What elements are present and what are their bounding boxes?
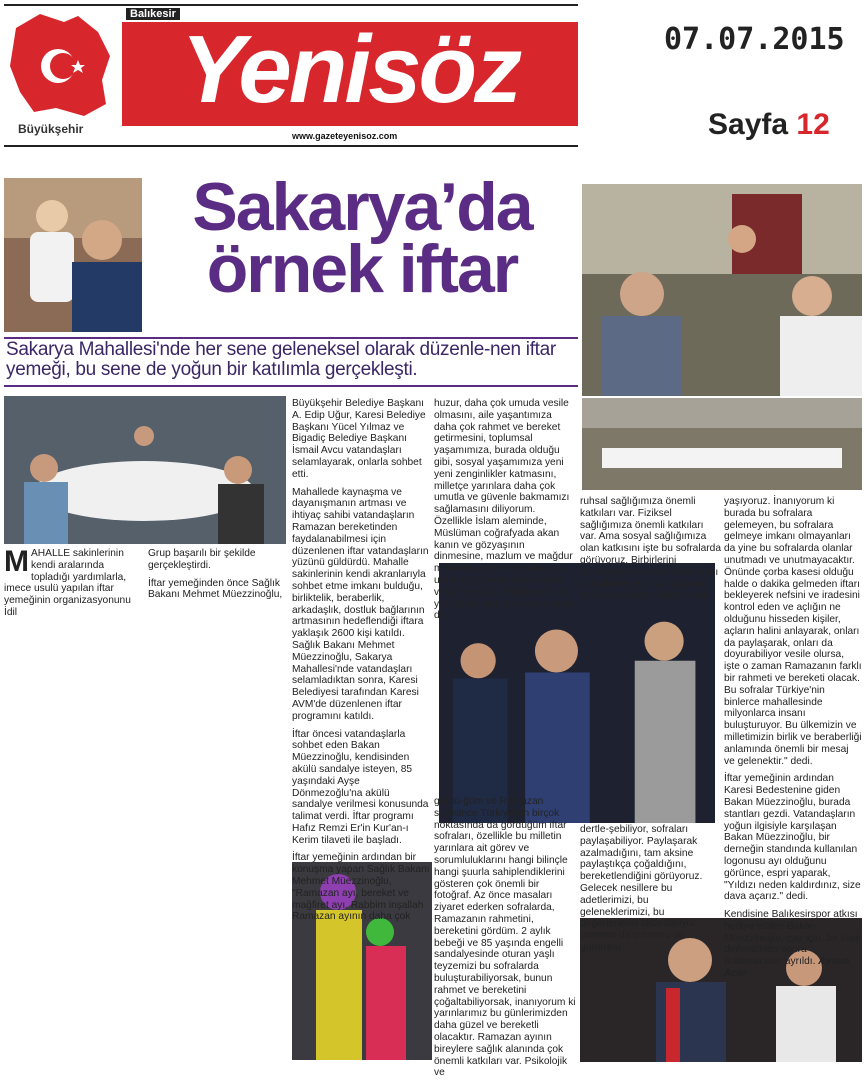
balikesir-map-logo [6, 8, 118, 120]
column-4-paragraph-1: huzur, daha çok umuda vesile olmasını, aile yaşantımıza daha çok rahmet ve bereket getirmesini, toplumsal yaşamımıza, burada olduğu gibi, sosyal yaşamımıza yeni yeni zenginlikler katmasını, milletçe yarınlara daha çok umutla ve güvenle bakmamızı sağlamasını diliyorum. Özellikle İslam aleminde, Müslüman coğrafyada akan kanın ve gözyaşının dinmesine, mazlum ve mağdur milletlerin yarınlara daha çok umut ve güvenle bakmasına vesile olmasını Rabbimden ni-yaz ediyo-rum. Bu akşam bura-da [434, 398, 576, 622]
article-column-2 [148, 548, 288, 607]
article-subhead: Sakarya Mahallesi'nde her sene geleneksel olarak düzenle-nen iftar yemeği, bu sene de yoğun bir katılımla gerçekleşti. [6, 339, 556, 380]
photo-crowd-tables [582, 398, 862, 490]
headline-line-1: Sakarya’da [192, 169, 532, 245]
column-6-paragraph-1: yaşıyoruz. İnanıyorum ki burada bu sofralara gelemeyen, bu sofralara gelmeye imkanı olmayanları da yine bu sofralarda olanlar unutmadı ve unutmayacaktır. Önünde çorba kasesi olduğu halde o dakika gelmeden iftarı bekleyerek nefsini ve iradesini kontrol eden ve açlığın ne olduğunu hisseden kişiler, açların halini anlayarak, onları da paylaşarak, onları da doyurabiliyor vesile olursa, işte o zaman Ramazanın farklı bir rahmeti ve bereketi olacak. Bu sofralar Türkiye'nin binlerce mahallesinde milyonlarca insanı buluşturuyor. Bu ülkemizin ve milletimizin birlik ve beraberliği anlamında önemli bir mesaj ve gelenektir." dedi. [724, 496, 862, 767]
page-label: Sayfa [708, 108, 789, 141]
page-indicator [708, 108, 830, 142]
photo-elderly-at-iftar-table [582, 184, 862, 396]
column-5-paragraph-2: dertle-şebiliyor, sofraları paylaşabiliyor. Paylaşarak azalmadığını, tam aksine paylaştıkça çoğaldığını, bereketlendiğini görüyoruz. Gelecek nesillere bu adetlerimizi, bu geleneklerimizi, bu değerlerimizi aktarabiliyor olmanın da onurunu ve gururunu [580, 824, 703, 953]
column-6-paragraph-2: İftar yemeğinin ardından Karesi Bedestenine giden Bakan Müezzinoğlu, burada stantları gezdi. Vatandaşların yoğun ilgisiyle karşılaşan Bakan Müezzinoğlu, bir derneğin standında kullanılan logonusu ayı olduğunu görünce, espri yaparak, "Yıldızı neden kaldırdınız, size dava açarız." dedi. [724, 773, 861, 903]
photo-iftar-table-group [4, 396, 286, 544]
article-column-6 [724, 496, 862, 980]
article-column-5-bottom [580, 824, 720, 953]
masthead-top-rule [4, 4, 578, 6]
drop-cap: M [4, 545, 29, 578]
article-column-4-top [434, 398, 576, 656]
column-3-paragraph-4: İftar yemeğinin ardından bir konuşma yapan Sağlık Bakanı Mehmet Müezzinoğlu, "Ramazan ayı, bereket ve mağfiret ayı. Rabbim inşallah Ramazan ayının daha çok [292, 852, 430, 923]
newspaper-logo: Yenisöz [180, 16, 520, 123]
page-number: 12 [796, 108, 830, 141]
column-3-paragraph-1: Büyükşehir Belediye Başkanı A. Edip Uğur, Karesi Belediye Başkanı Yücel Yılmaz ve Bigadiç Belediye Başkanı İsmail Avcu vatandaşları selamlayarak, onlarla sohbet etti. [292, 398, 426, 480]
column-5-paragraph-1: ruhsal sağlığımıza önemli katkıları var. Fiziksel sağlığımıza önemli katkıları var. Ama sosyal sağlığımıza olan katkısını işte bu sofralarda görüyoruz. Birbirlerini tanımayan binlerce insan, aynı mahallenin aynı so-kağında, farklı masalarda oturabi-liyor, [580, 496, 722, 602]
column-2-paragraph-2: İftar yemeğinden önce Sağlık Bakanı Mehmet Müezzinoğlu, [148, 577, 283, 601]
column-3-paragraph-2: Mahallede kaynaşma ve dayanışmanın artması ve ihtiyaç sahibi vatandaşların Ramazan bereketinden faydalanabilmesi için düzenlenen iftar vatandaşların yüzünü güldürdü. Mahalle sakinlerinin kendi akranlarıyla sohbet etme imkanı bulduğu, birliktelik, beraberlik, arkadaşlık, dostluk bağlarının artmasının hedeflendiği iftara yaklaşık 2600 kişi katıldı. Sağlık Bakanı Mehmet Müezzinoğlu, Sakarya Mahallesi'nde vatandaşları selamladıktan sonra, Karesi Belediyesi tarafından Karesi AVM'de düzenlenen iftar programını katıldı. [292, 486, 429, 722]
masthead-website: www.gazeteyenisoz.com [292, 131, 398, 141]
column-2-paragraph-1: Grup başarılı bir şekilde gerçekleştirdi. [148, 548, 256, 571]
article-column-3 [292, 398, 432, 929]
article-column-5-top [580, 496, 722, 602]
column-6-paragraph-3 [724, 909, 862, 980]
column-6-paragraph-3-text: Kendisine Balıkesirspor atkısı hediye edilen Bakan Müezzinoğlu, çay için, bir süre dinlendikten sonra Balıkesir'den ayrıldı. [724, 909, 861, 968]
photo-minister-with-child [4, 178, 142, 332]
subhead-bottom-rule [4, 385, 578, 387]
masthead-city: Balıkesir [126, 8, 180, 20]
masthead-buyuksehir: Büyükşehir [18, 122, 84, 136]
issue-date: 07.07.2015 [664, 22, 845, 57]
headline-line-2: örnek iftar [206, 231, 518, 307]
article-column-4-bottom [434, 796, 576, 1085]
article-column-1 [4, 545, 144, 619]
article-headline [146, 169, 578, 307]
column-4-paragraph-2: gördü-ğüm ve Ramazan süresince Türkiye'nin birçok noktasında da gördüğüm iftar sofraları, özellikle bu milletin yarınlara ait görev ve sorumluluklarını hangi bilinçle hangi şuurla sahiplendiklerini gösteren çok önemli bir fotoğraf. Az önce masaları ziyaret ederken sofralarda, Ramazanın rahmetini, bereketini gördüm. 2 aylık bebeği ve 85 yaşında engelli sandalyesinde oturan yaşlı teyzemizi bu sofralarda buluşturabiliyorsak, bunun rahmet ve bereketini çoğaltabiliyorsak, inanıyorum ki yarınlarımız bu günlerimizden daha güzel ve bereketli olacaktır. Ramazan ayının bireylere sağlık alanında çok önemli katkıları var. Psikolojik ve [434, 796, 576, 1079]
masthead-bottom-rule [4, 145, 578, 147]
column-1-text: AHALLE sakinlerinin kendi aralarında topladığı yardımlarla, imece usulü yapılan iftar yemeğinin organizasyonunu İdil [4, 548, 131, 618]
column-3-paragraph-3: İftar öncesi vatandaşlarla sohbet eden Bakan Müezzinoğlu, kendisinden akülü sandalye isteyen, 85 yaşındaki Ayşe Dönmezoğlu'na akülü sandalye verilmesi konusunda talimat verdi. İftar programı Hafız Remzi Er'in Kur'an-ı Kerim tilaveti ile başladı. [292, 728, 429, 846]
article-author: Aysun Acar [724, 956, 850, 980]
